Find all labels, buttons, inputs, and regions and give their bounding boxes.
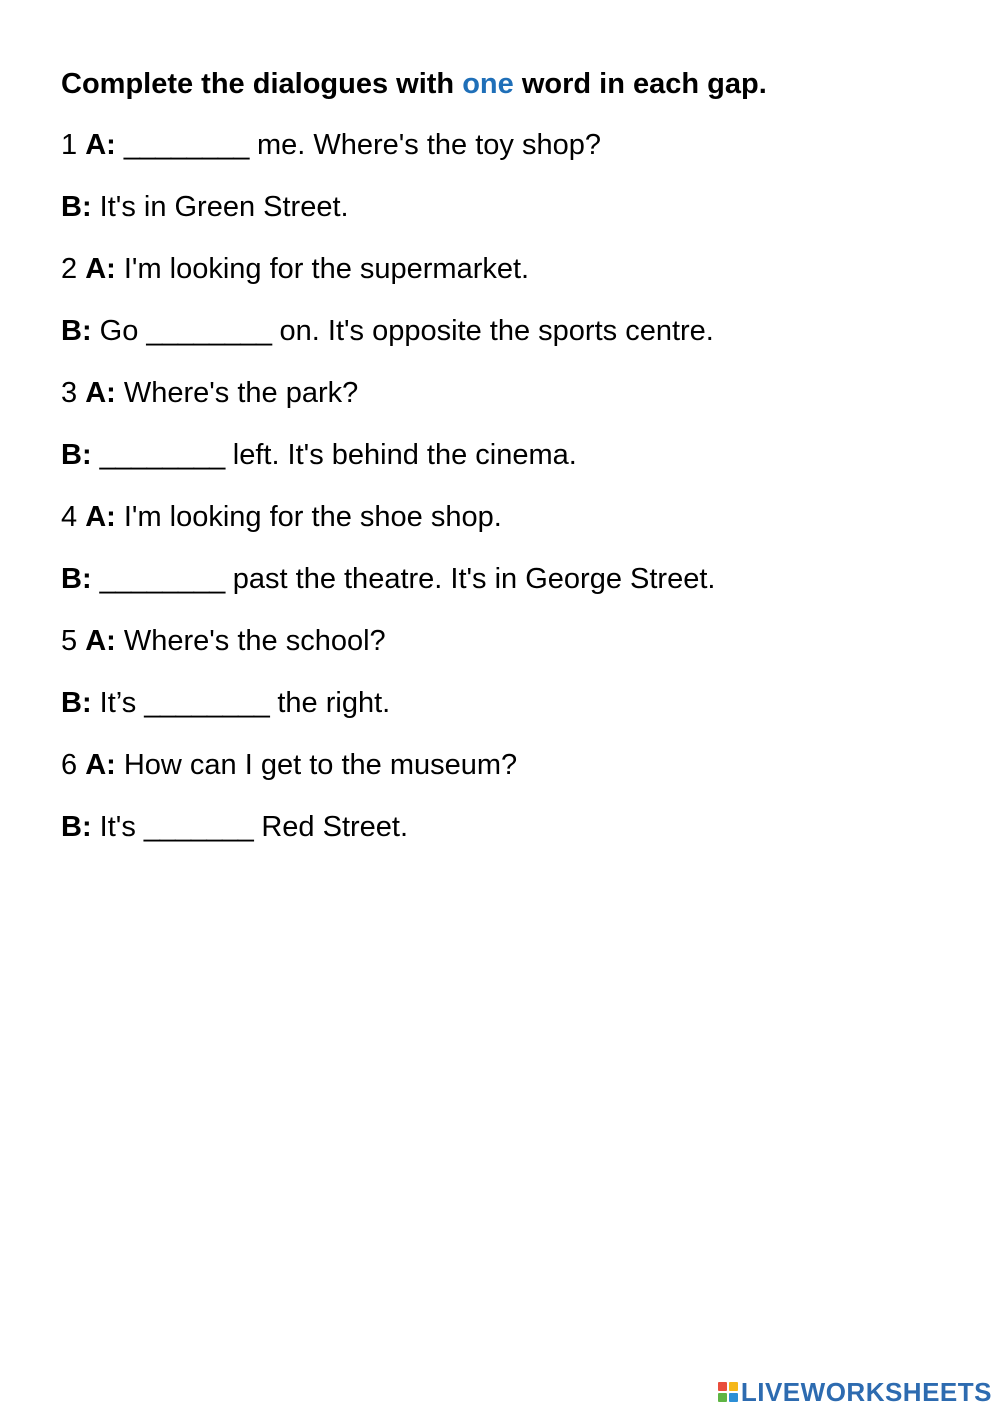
line-text: past the theatre. It's in George Street.: [224, 563, 716, 595]
speaker-label: B:: [61, 563, 92, 595]
speaker-label: A:: [85, 749, 116, 781]
speaker-label: A:: [85, 377, 116, 409]
line-text: me. Where's the toy shop?: [248, 129, 601, 161]
answer-gap-2[interactable]: ________: [146, 315, 272, 347]
logo-square-3: [718, 1393, 727, 1402]
instruction-highlight: one: [462, 68, 514, 100]
instruction-heading: [61, 62, 961, 106]
instruction-text-before: Complete the dialogues with: [61, 68, 463, 100]
dialogue-line-4b: [61, 557, 961, 601]
speaker-label: A:: [85, 501, 116, 533]
line-text: It's in Green Street.: [91, 191, 349, 223]
dialogue-line-6b: [61, 805, 961, 849]
dialogue-line-4a: [61, 495, 961, 539]
speaker-label: A:: [85, 625, 116, 657]
line-text: Where's the park?: [115, 377, 359, 409]
dialogue-line-2a: [61, 247, 961, 291]
speaker-label: B:: [61, 687, 92, 719]
line-text: It's: [91, 811, 144, 843]
dialogue-line-2b: [61, 309, 961, 353]
speaker-label: A:: [85, 129, 116, 161]
line-text: Go: [91, 315, 147, 347]
line-text: I'm looking for the supermarket.: [115, 253, 530, 285]
item-number: 6: [61, 749, 86, 781]
line-text: How can I get to the museum?: [115, 749, 518, 781]
dialogue-line-5b: [61, 681, 961, 725]
dialogue-line-3a: [61, 371, 961, 415]
answer-gap-5[interactable]: ________: [144, 687, 270, 719]
liveworksheets-brand[interactable]: [718, 1377, 992, 1407]
brand-name: LIVEWORKSHEETS: [740, 1377, 992, 1407]
worksheet: [61, 62, 961, 867]
line-text: on. It's opposite the sports centre.: [271, 315, 714, 347]
line-text: the right.: [269, 687, 391, 719]
dialogue-line-3b: [61, 433, 961, 477]
line-text: left. It's behind the cinema.: [224, 439, 577, 471]
line-text: [92, 439, 100, 471]
dialogue-line-5a: [61, 619, 961, 663]
item-number: 1: [61, 129, 86, 161]
answer-gap-3[interactable]: ________: [99, 439, 225, 471]
speaker-label: B:: [61, 811, 92, 843]
logo-square-2: [729, 1382, 738, 1391]
answer-gap-4[interactable]: ________: [99, 563, 225, 595]
line-text: Where's the school?: [115, 625, 386, 657]
logo-square-4: [729, 1393, 738, 1402]
speaker-label: B:: [61, 191, 92, 223]
answer-gap-1[interactable]: ________: [123, 129, 249, 161]
speaker-label: B:: [61, 439, 92, 471]
line-text: [116, 129, 124, 161]
dialogue-line-1b: [61, 185, 961, 229]
speaker-label: B:: [61, 315, 92, 347]
liveworksheets-logo-icon: [718, 1382, 738, 1402]
line-text: Red Street.: [253, 811, 409, 843]
item-number: 5: [61, 625, 86, 657]
speaker-label: A:: [85, 253, 116, 285]
item-number: 2: [61, 253, 86, 285]
item-number: 3: [61, 377, 86, 409]
dialogue-line-1a: [61, 123, 961, 167]
instruction-text-after: word in each gap.: [513, 68, 767, 100]
answer-gap-6[interactable]: _______: [143, 811, 254, 843]
item-number: 4: [61, 501, 86, 533]
dialogue-line-6a: [61, 743, 961, 787]
line-text: [92, 563, 100, 595]
line-text: It’s: [91, 687, 145, 719]
line-text: I'm looking for the shoe shop.: [115, 501, 502, 533]
logo-square-1: [718, 1382, 727, 1391]
